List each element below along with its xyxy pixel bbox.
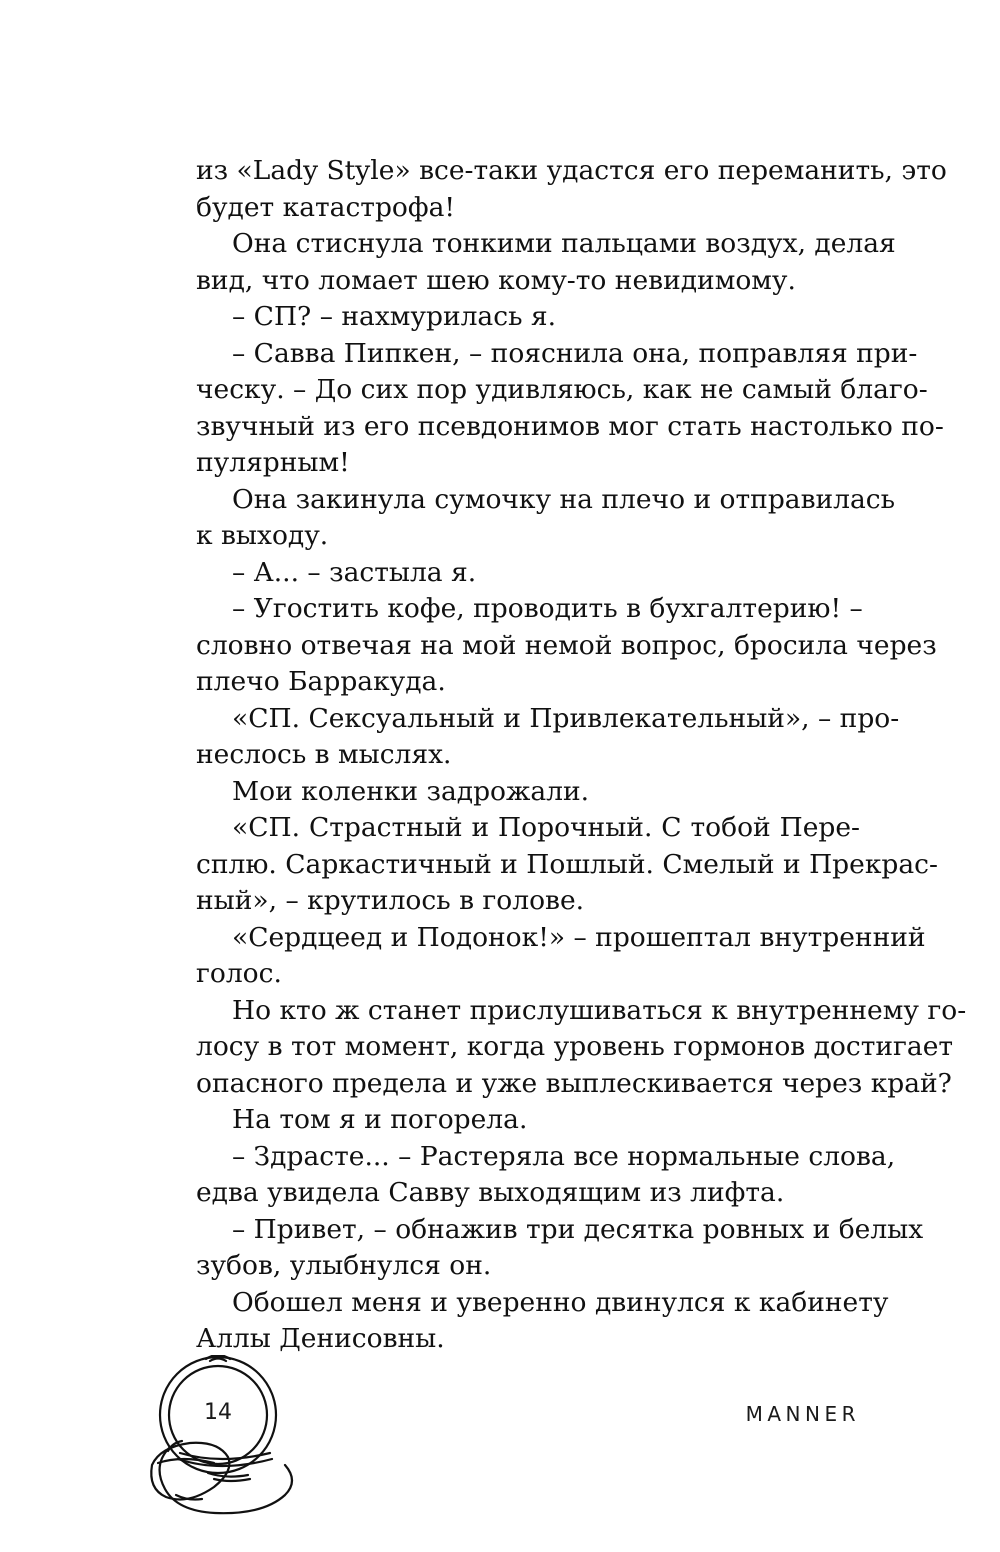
text-line: – СП? – нахмурилась я. <box>232 301 557 332</box>
text-line: – Привет, – обнажив три десятка ровных и белых <box>232 1213 924 1245</box>
text-line: словно отвечая на мой немой вопрос, бросила через <box>196 629 937 661</box>
publisher-label: MANNER <box>745 1402 860 1426</box>
text-line: Обошел меня и уверенно двинулся к кабинету <box>232 1286 889 1318</box>
text-line: едва увидела Савву выходящим из лифта. <box>196 1177 785 1208</box>
powder-compact-illustration <box>140 1355 300 1535</box>
text-line: звучный из его псевдонимов мог стать настолько по- <box>196 410 944 442</box>
text-line: Она закинула сумочку на плечо и отправилась <box>232 483 896 515</box>
text-line: На том я и погорела. <box>232 1104 528 1135</box>
text-line: сплю. Саркастичный и Пошлый. Смелый и Прекрас- <box>196 848 938 880</box>
text-line: ческу. – До сих пор удивляюсь, как не самый благо- <box>196 374 928 405</box>
text-line: плечо Барракуда. <box>196 666 446 697</box>
text-line: Аллы Денисовны. <box>196 1323 445 1354</box>
text-line: «Сердцеед и Подонок!» – прошептал внутренний <box>232 921 926 953</box>
text-line: – Здрасте... – Растеряла все нормальные слова, <box>232 1140 896 1172</box>
text-line: к выходу. <box>196 520 329 551</box>
text-line: Но кто ж станет прислушиваться к внутреннему го- <box>232 994 967 1026</box>
text-line: «СП. Сексуальный и Привлекательный», – про- <box>232 702 900 734</box>
text-line: голос. <box>196 958 282 989</box>
text-line: из «Lady Style» все-таки удастся его переманить, это <box>196 155 947 186</box>
text-line: Мои коленки задрожали. <box>232 775 590 807</box>
text-line: ный», – крутилось в голове. <box>196 885 585 916</box>
body-text <box>196 153 967 1358</box>
page-number: 14 <box>204 1400 232 1425</box>
text-line: «СП. Страстный и Порочный. С тобой Пере- <box>232 812 860 843</box>
text-line: будет катастрофа! <box>196 191 456 223</box>
text-line: пулярным! <box>196 447 350 478</box>
text-line: – Савва Пипкен, – пояснила она, поправляя при- <box>232 337 918 369</box>
text-line: – А... – застыла я. <box>232 556 477 588</box>
text-line: – Угостить кофе, проводить в бухгалтерию! – <box>232 593 863 624</box>
text-line: вид, что ломает шею кому-то невидимому. <box>196 264 796 296</box>
text-line: опасного предела и уже выплескивается через край? <box>196 1067 952 1099</box>
text-line: Она стиснула тонкими пальцами воздух, делая <box>232 228 896 259</box>
text-line: лосу в тот момент, когда уровень гормонов достигает <box>196 1031 954 1062</box>
text-line: неслось в мыслях. <box>196 739 452 770</box>
text-line: зубов, улыбнулся он. <box>196 1250 492 1281</box>
